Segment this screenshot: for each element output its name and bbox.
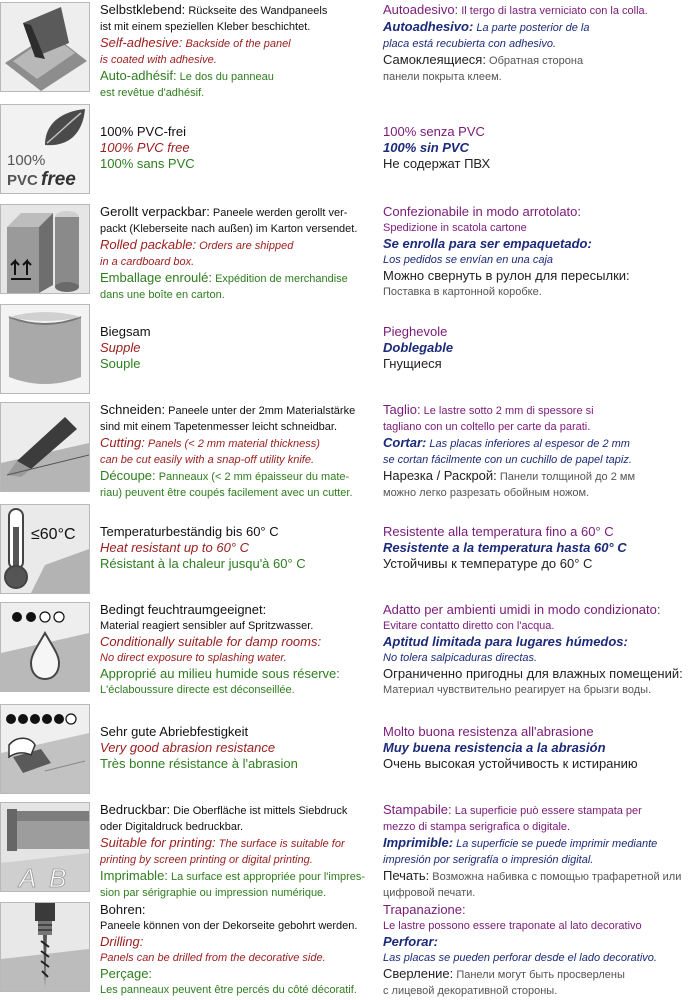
- pvc-icon-label: PVC: [7, 172, 38, 189]
- fr-key: Résistant à la chaleur jusqu'à 60° C: [100, 556, 306, 571]
- de-key: Selbstklebend:: [100, 2, 186, 17]
- en-text: Panels (< 2 mm material thickness): [144, 438, 320, 450]
- it-key: Pieghevole: [383, 324, 448, 339]
- fr-text: dans une boîte en carton.: [100, 289, 225, 301]
- ru-text: Панели толщиной до 2 мм: [496, 471, 636, 483]
- rating-dot-filled: [30, 714, 40, 724]
- fr-text: riau) peuvent être coupés facilement avec un cutter.: [100, 487, 353, 499]
- de-text: Die Oberfläche ist mittels Siebdruck: [170, 805, 348, 817]
- fr-text: Les panneaux peuvent être percés du côté décoratif.: [100, 984, 357, 996]
- ru-key: Печать:: [383, 868, 430, 883]
- de-text: Material reagiert sensibler auf Spritzwasser.: [100, 620, 314, 632]
- fr-text: sion par sérigraphie ou impression numérique.: [100, 887, 327, 899]
- water-drop-icon: [0, 602, 90, 692]
- print-roller-icon: [0, 802, 90, 892]
- drill-icon: [0, 902, 90, 992]
- es-text: Las placas inferiores al espesor de 2 mm: [426, 438, 630, 450]
- fr-text: La surface est appropriée pour l'impres-: [167, 871, 366, 883]
- en-key: Rolled packable:: [100, 237, 197, 252]
- fr-key: 100% sans PVC: [100, 156, 195, 171]
- fr-key: Emballage enroulé:: [100, 270, 213, 285]
- de-key: 100% PVC-frei: [100, 124, 186, 139]
- thermometer-icon: [0, 504, 90, 594]
- es-key: Muy buena resistencia a la abrasión: [383, 740, 606, 755]
- de-key: Schneiden:: [100, 402, 166, 417]
- en-key: 100% PVC free: [100, 140, 190, 155]
- knife-cutting-icon: [0, 402, 90, 492]
- es-text: La superficie se puede imprimir mediante: [453, 838, 658, 850]
- es-key: Imprimible:: [383, 835, 454, 850]
- ru-key: Сверление:: [383, 966, 454, 981]
- peel-panel-icon: [0, 2, 90, 92]
- es-key: Autoadhesivo:: [383, 19, 474, 34]
- fr-text: L'éclaboussure directe est déconseillée.: [100, 684, 295, 696]
- it-key: Adatto per ambienti umidi in modo condizionato:: [383, 602, 661, 617]
- es-text: Los pedidos se envían en una caja: [383, 254, 554, 266]
- es-key: Aptitud limitada para lugares húmedos:: [383, 634, 628, 649]
- it-text: Il tergo di lastra verniciato con la colla.: [458, 5, 648, 17]
- it-key: Molto buona resistenza all'abrasione: [383, 724, 594, 739]
- fr-text: Le dos du panneau: [176, 71, 274, 83]
- it-key: Taglio:: [383, 402, 421, 417]
- ru-text: панели покрыта клеем.: [383, 71, 502, 83]
- en-key: Heat resistant up to 60° C: [100, 540, 249, 555]
- it-key: Resistente alla temperatura fino a 60° C: [383, 524, 614, 539]
- es-text: Las placas se pueden perforar desde el lado decorativo.: [383, 952, 657, 964]
- ru-text: Возможна набивка с помощью трафаретной или: [429, 871, 682, 883]
- fr-text: est revêtue d'adhésif.: [100, 87, 205, 99]
- ru-key: Очень высокая устойчивость к истиранию: [383, 756, 638, 771]
- rating-dot-filled: [54, 714, 64, 724]
- fr-key: Très bonne résistance à l'abrasion: [100, 756, 298, 771]
- fr-key: Découpe:: [100, 468, 156, 483]
- fr-key: Souple: [100, 356, 141, 371]
- de-key: Gerollt verpackbar:: [100, 204, 210, 219]
- de-key: Bohren:: [100, 902, 146, 917]
- pvc-icon-percent: 100%: [7, 152, 46, 169]
- it-key: Trapanazione:: [383, 902, 466, 917]
- ru-key: Нарезка / Раскрой:: [383, 468, 497, 483]
- de-text: Paneele können von der Dekorseite gebohrt werden.: [100, 920, 358, 932]
- rating-dot-empty: [40, 612, 50, 622]
- en-key: Self-adhesive:: [100, 35, 183, 50]
- de-text: oder Digitaldruck bedruckbar.: [100, 821, 244, 833]
- en-text: Orders are shipped: [196, 240, 294, 252]
- ru-text: с лицевой декоративной стороны.: [383, 985, 558, 997]
- rating-dot-filled: [42, 714, 52, 724]
- de-text: Paneele werden gerollt ver-: [209, 207, 348, 219]
- es-text: se cortan fácilmente con un cuchillo de papel tapiz.: [383, 454, 632, 466]
- de-key: Biegsam: [100, 324, 151, 339]
- it-key: Confezionabile in modo arrotolato:: [383, 204, 582, 219]
- de-text: ist mit einem speziellen Kleber beschichtet.: [100, 21, 311, 33]
- print-icon-letter-a: A: [19, 863, 37, 891]
- rating-dot-empty: [54, 612, 64, 622]
- ru-text: Обратная сторона: [485, 55, 584, 67]
- de-key: Temperaturbeständig bis 60° C: [100, 524, 279, 539]
- en-text: Panels can be drilled from the decorative side.: [100, 952, 326, 964]
- de-key: Bedruckbar:: [100, 802, 171, 817]
- en-text: The surface is suitable for: [215, 838, 345, 850]
- abrasion-sponge-icon: [0, 704, 90, 794]
- it-text: tagliano con un coltello per carte da parati.: [383, 421, 591, 433]
- it-text: mezzo di stampa serigrafica o digitale.: [383, 821, 571, 833]
- en-text: printing by screen printing or digital printing.: [100, 854, 313, 866]
- en-text: No direct exposure to splashing water.: [100, 652, 287, 664]
- it-text: Spedizione in scatola cartone: [383, 222, 527, 234]
- ru-key: Не содержат ПВХ: [383, 156, 491, 171]
- es-key: Perforar:: [383, 934, 438, 949]
- fr-key: Auto-adhésif:: [100, 68, 177, 83]
- en-text: in a cardboard box.: [100, 256, 195, 268]
- de-text: Paneele unter der 2mm Materialstärke: [165, 405, 356, 417]
- rating-dot-filled: [26, 612, 36, 622]
- es-key: Doblegable: [383, 340, 454, 355]
- rating-dot-filled: [12, 612, 22, 622]
- en-key: Supple: [100, 340, 141, 355]
- print-icon-letter-b: B: [49, 863, 67, 891]
- en-key: Drilling:: [100, 934, 144, 949]
- fr-text: Panneaux (< 2 mm épaisseur du mate-: [155, 471, 350, 483]
- ru-key: Ограниченно пригодны для влажных помещений:: [383, 666, 683, 681]
- fr-text: Expédition de merchandise: [212, 273, 348, 285]
- es-text: No tolera salpicaduras directas.: [383, 652, 538, 664]
- es-text: La parte posterior de la: [473, 22, 590, 34]
- thermometer-icon-label: ≤60°C: [31, 526, 76, 543]
- it-key: Autoadesivo:: [383, 2, 459, 17]
- rating-dot-filled: [6, 714, 16, 724]
- it-text: Le lastre sotto 2 mm di spessore si: [420, 405, 594, 417]
- en-key: Conditionally suitable for damp rooms:: [100, 634, 322, 649]
- rating-dot-filled: [18, 714, 28, 724]
- it-key: 100% senza PVC: [383, 124, 485, 139]
- es-text: impresión por serigrafía o impresión digital.: [383, 854, 594, 866]
- it-text: Evitare contatto diretto con l'acqua.: [383, 620, 555, 632]
- en-text: is coated with adhesive.: [100, 54, 217, 66]
- en-key: Cutting:: [100, 435, 145, 450]
- rating-dot-empty: [66, 714, 76, 724]
- en-text: can be cut easily with a snap-off utility knife.: [100, 454, 314, 466]
- ru-text: цифровой печати.: [383, 887, 476, 899]
- en-text: Backside of the panel: [182, 38, 291, 50]
- pvc-free-leaf-icon: [0, 104, 90, 194]
- ru-text: можно легко разрезать обойным ножом.: [383, 487, 590, 499]
- es-key: Cortar:: [383, 435, 427, 450]
- fr-key: Perçage:: [100, 966, 153, 981]
- ru-text: Поставка в картонной коробке.: [383, 286, 542, 298]
- de-key: Sehr gute Abriebfestigkeit: [100, 724, 249, 739]
- ru-key: Устойчивы к температуре до 60° C: [383, 556, 593, 571]
- de-key: Bedingt feuchtraumgeeignet:: [100, 602, 267, 617]
- rolled-box-icon: [0, 204, 90, 294]
- es-key: 100% sin PVC: [383, 140, 469, 155]
- it-key: Stampabile:: [383, 802, 452, 817]
- ru-key: Можно свернуть в рулон для пересылки:: [383, 268, 630, 283]
- it-text: Le lastre possono essere traponate al lato decorativo: [383, 920, 642, 932]
- es-text: placa está recubierta con adhesivo.: [383, 38, 557, 50]
- fr-key: Approprié au milieu humide sous réserve:: [100, 666, 340, 681]
- en-key: Very good abrasion resistance: [100, 740, 276, 755]
- de-text: Rückseite des Wandpaneels: [185, 5, 328, 17]
- ru-text: Панели могут быть просверлены: [453, 969, 625, 981]
- es-key: Resistente a la temperatura hasta 60° C: [383, 540, 627, 555]
- de-text: sind mit einem Tapetenmesser leicht schneidbar.: [100, 421, 338, 433]
- ru-key: Гнущиеся: [383, 356, 442, 371]
- it-text: La superficie può essere stampata per: [451, 805, 642, 817]
- en-key: Suitable for printing:: [100, 835, 216, 850]
- de-text: packt (Kleberseite nach außen) im Karton versendet.: [100, 223, 358, 235]
- flexible-sheet-icon: [0, 304, 90, 394]
- pvc-icon-free: free: [41, 169, 76, 190]
- ru-text: Материал чувствительно реагирует на брызги воды.: [383, 684, 652, 696]
- es-key: Se enrolla para ser empaquetado:: [383, 236, 592, 251]
- fr-key: Imprimable:: [100, 868, 168, 883]
- ru-key: Самоклеящиеся:: [383, 52, 486, 67]
